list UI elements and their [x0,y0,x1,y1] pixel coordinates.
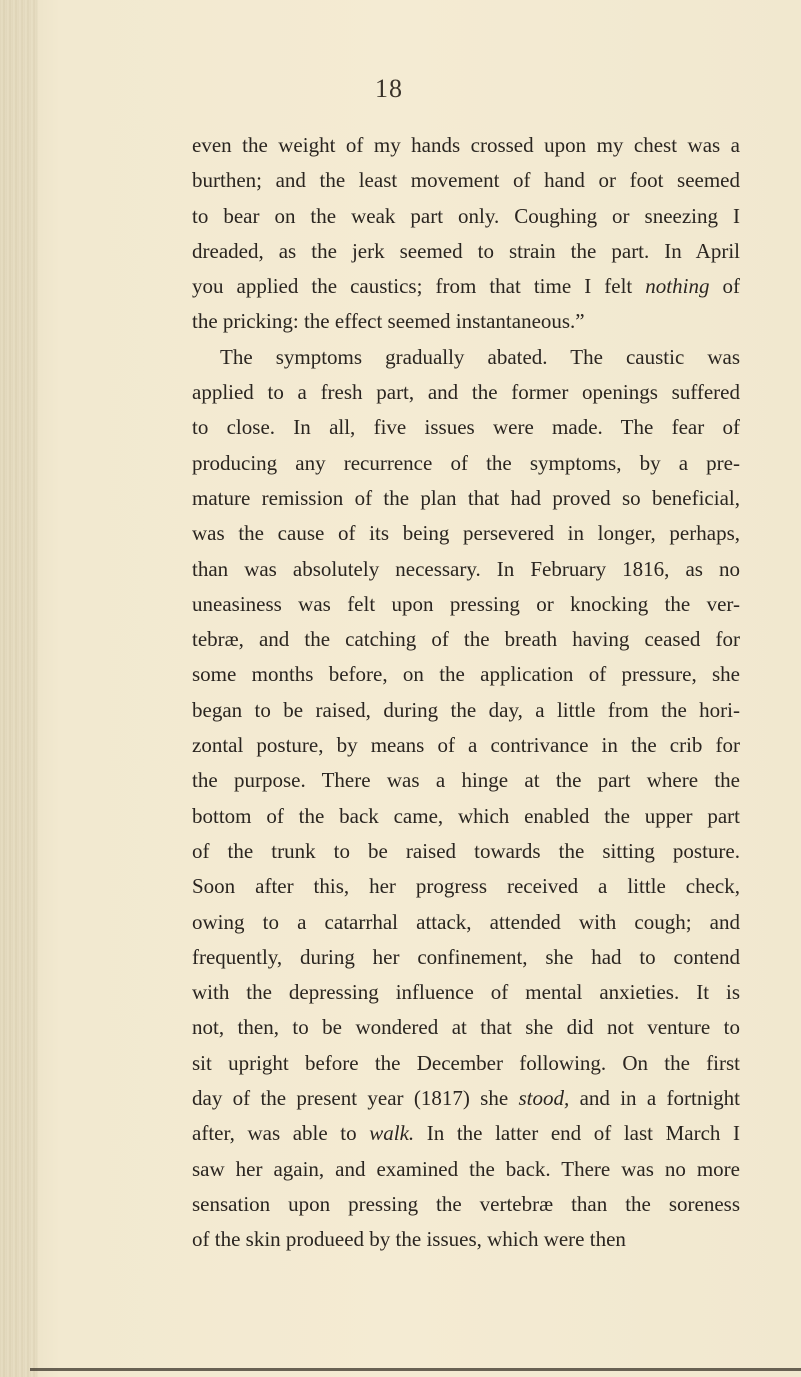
text-run: not, then, to be wondered at that she did not venture to [192,1015,740,1040]
text-run: with the depressing influence of mental anxieties. It is [192,980,740,1005]
text-line [192,1187,740,1222]
text-line [192,799,740,834]
text-line [192,1152,740,1187]
text-line [192,375,740,410]
text-run: some months before, on the application of pressure, she [192,662,740,687]
text-run: bottom of the back came, which enabled the upper part [192,803,740,828]
text-run: was the cause of its being persevered in longer, perhaps, [192,521,740,546]
text-run: burthen; and the least movement of hand or foot seemed [192,168,740,193]
text-line [192,693,740,728]
text-line [192,163,740,198]
text-line [192,869,740,904]
text-run: the purpose. There was a hinge at the part where the [192,768,740,793]
text-line [192,481,740,516]
body-text [192,128,740,1258]
page-number: 18 [375,74,403,103]
text-line [192,1010,740,1045]
italic-run: stood, [518,1086,570,1111]
text-run: the pricking: the effect seemed instantaneous.” [192,309,585,334]
text-line [192,1046,740,1081]
text-run: Soon after this, her progress received a little check, [192,874,740,899]
text-run: to close. In all, five issues were made. The fear of [192,415,740,440]
page-bottom-edge [30,1368,801,1371]
text-line [192,657,740,692]
text-line [192,552,740,587]
text-line [192,975,740,1010]
text-run: The symptoms gradually abated. The caustic was [220,344,740,369]
text-run: zontal posture, by means of a contrivance in the crib for [192,733,740,758]
text-line [192,516,740,551]
text-run: producing any recurrence of the symptoms, by a pre- [192,450,740,475]
text-run: In the latter end of last March I [414,1121,740,1146]
text-line [192,1116,740,1151]
text-run: even the weight of my hands crossed upon my chest was a [192,133,740,157]
text-run: began to be raised, during the day, a little from the hori- [192,697,740,722]
text-run: applied to a fresh part, and the former openings suffered [192,380,740,405]
binding-gutter [0,0,38,1377]
text-line [192,622,740,657]
text-line [192,728,740,763]
text-run: tebræ, and the catching of the breath having ceased for [192,627,740,652]
text-line [192,304,740,339]
text-line [192,763,740,798]
italic-run: walk. [369,1121,415,1146]
text-run: sit upright before the December following. On the first [192,1050,740,1075]
text-line [192,587,740,622]
text-line [192,905,740,940]
text-run: to bear on the weak part only. Coughing or sneezing I [192,203,740,228]
text-line [192,234,740,269]
text-run: mature remission of the plan that had proved so beneficial, [192,485,740,510]
text-run: day of the present year (1817) she [192,1086,519,1111]
text-line [192,128,740,163]
text-line [192,269,740,304]
text-line [192,1222,740,1257]
text-line [192,1081,740,1116]
text-run: uneasiness was felt upon pressing or knocking the ver- [192,591,740,616]
text-run: and in a fortnight [569,1086,740,1111]
text-line [192,834,740,869]
text-line [192,410,740,445]
text-run: owing to a catarrhal attack, attended with cough; and [192,909,740,934]
text-line [192,446,740,481]
text-run: dreaded, as the jerk seemed to strain the part. In April [192,238,740,263]
italic-run: nothing [645,274,710,299]
text-run: sensation upon pressing the vertebræ than the soreness [192,1191,740,1216]
text-run: you applied the caustics; from that time I felt [192,274,646,299]
text-run: of [709,274,740,299]
text-run: after, was able to [192,1121,370,1146]
text-run: frequently, during her confinement, she had to contend [192,944,740,969]
text-line [192,340,740,375]
text-run: than was absolutely necessary. In February 1816, as no [192,556,740,581]
text-run: of the skin produeed by the issues, which were then [192,1227,626,1252]
text-line [192,940,740,975]
text-run: of the trunk to be raised towards the sitting posture. [192,838,740,863]
text-run: saw her again, and examined the back. There was no more [192,1156,740,1181]
text-line [192,199,740,234]
